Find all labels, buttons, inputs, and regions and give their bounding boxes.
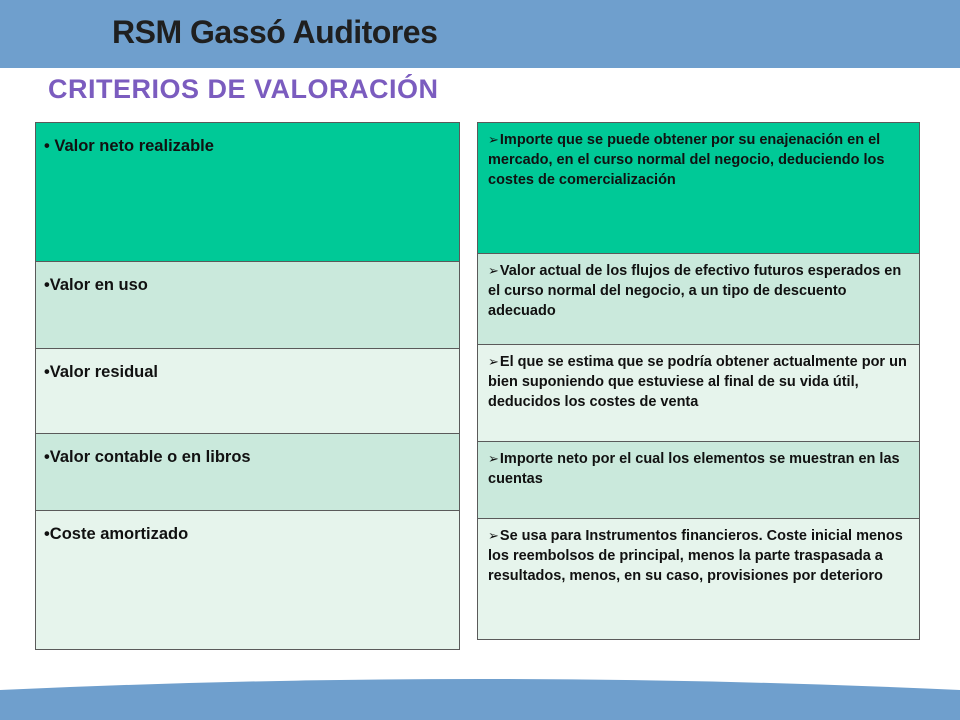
arrow-bullet-icon: ➢	[488, 528, 499, 543]
company-logo	[112, 14, 437, 58]
term-cell	[35, 348, 460, 434]
definition-cell	[477, 253, 920, 345]
definition-cell	[477, 122, 920, 254]
term-cell	[35, 261, 460, 349]
arrow-bullet-icon: ➢	[488, 451, 499, 466]
definition-cell	[477, 344, 920, 442]
term-cell	[35, 510, 460, 650]
page-title: CRITERIOS DE VALORACIÓN	[48, 74, 439, 104]
logo-text: RSM Gassó Auditores	[112, 14, 438, 50]
term-label: •Coste amortizado	[44, 525, 189, 543]
definition-text: Valor actual de los flujos de efectivo futuros esperados en el curso normal del negocio, a un tipo de descuento adecuado	[488, 263, 902, 319]
term-label: •Valor residual	[44, 363, 158, 381]
term-cell	[35, 122, 460, 262]
term-label: •Valor en uso	[44, 276, 148, 294]
definition-cell	[477, 441, 920, 519]
term-cell	[35, 433, 460, 511]
definition-text: Se usa para Instrumentos financieros. Coste inicial menos los reembolsos de principal, menos la parte traspasada a resultados, menos, en su caso, provisiones por deterioro	[488, 528, 903, 584]
arrow-bullet-icon: ➢	[488, 354, 499, 369]
term-label: • Valor neto realizable	[44, 137, 214, 155]
definition-cell	[477, 518, 920, 640]
definition-text: El que se estima que se podría obtener actualmente por un bien suponiendo que estuviese al final de su vida útil, deducidos los costes de venta	[488, 354, 907, 410]
term-label: •Valor contable o en libros	[44, 448, 251, 466]
arrow-bullet-icon: ➢	[488, 263, 499, 278]
footer-band	[0, 640, 960, 720]
definition-text: Importe neto por el cual los elementos se muestran en las cuentas	[488, 451, 900, 487]
definition-text: Importe que se puede obtener por su enajenación en el mercado, en el curso normal del negocio, deduciendo los costes de comercialización	[488, 132, 885, 188]
arrow-bullet-icon: ➢	[488, 132, 499, 147]
